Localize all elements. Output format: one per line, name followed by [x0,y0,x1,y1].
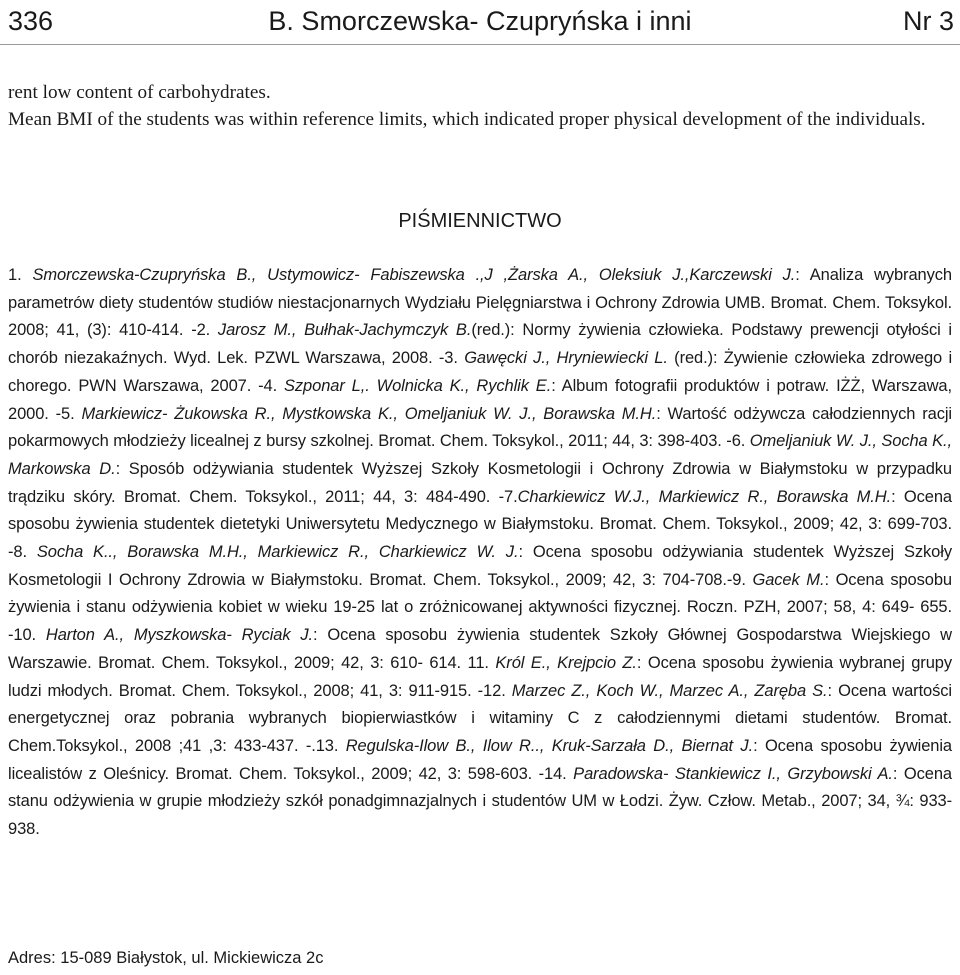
abstract-line: rent low content of carbohydrates. [8,82,271,103]
reference-text: 1. [8,266,33,284]
reference-authors: Paradowska- Stankiewicz I., Grzybowski A. [573,764,893,783]
reference-authors: Omeljaniuk W. J., Socha K., Markowska D. [8,432,953,478]
reference-text: : Ocena sposobu żywienia studentek Szkoły Głównej Gospodarstwa Wiejskiego w Warszawie. Bromat. Chem. Toksykol., 2009; 42, 3: 610- 614. 11. [8,626,952,672]
reference-text: (red.): Żywienie człowieka zdrowego i chorego. PWN Warszawa, 2007. -4. [8,349,953,395]
reference-authors: Gacek M. [752,570,825,589]
reference-text: : Ocena sposobu żywienia wybranej grupy ludzi młodych. Bromat. Chem. Toksykol., 2008; 41, 3: 911-915. -12. [8,653,952,700]
reference-authors: Marzec Z., Koch W., Marzec A., Zaręba S. [511,681,828,700]
reference-authors: Król E., Krejpcio Z. [495,653,637,672]
reference-text: (red.): Normy żywienia człowieka. Podstawy prewencji otyłości i chorób niezakaźnych. Wyd. Lek. PZWL Warszawa, 2008. -3. [8,321,953,368]
abstract-line: Mean BMI of the students was within reference limits, which indicated proper physical development of the individuals. [8,108,926,130]
reference-text: : Sposób odżywiania studentek Wyższej Szkoły Kosmetologii i Ochrony Zdrowia w Białymstoku w przypadku trądziku skóry. Bromat. Chem. Toksykol., 2011; 44, 3: 484-490. -7. [8,459,952,506]
reference-authors: Gawęcki J., Hryniewiecki L. [464,349,668,368]
running-title: B. Smorczewska- Czupryńska i inni [268,6,692,36]
reference-text: : Ocena sposobu żywienia i stanu odżywienia kobiet w wieku 19-25 lat o zróżnicowanej aktywności fizycznej. Roczn. PZH, 2007; 58, 4: 649- 655. -10. [8,570,953,645]
reference-authors: Socha K.., Borawska M.H., Markiewicz R., Charkiewicz W. J. [36,543,519,562]
reference-text: : Ocena wartości energetycznej oraz pobrania wybranych biopierwiastków i witaminy C z całodziennymi dietami studentów. Bromat. Chem.Toksykol., 2008 ;41 ,3: 433-437. -.13. [8,681,952,755]
reference-authors: Szponar L,. Wolnicka K., Rychlik E. [283,376,552,395]
reference-list [8,262,952,844]
abstract-summary [8,80,952,133]
reference-authors: Charkiewicz W.J., Markiewicz R., Borawska M.H. [517,487,892,506]
references-heading: PIŚMIENNICTWO [398,210,562,232]
reference-authors: Harton A., Myszkowska- Ryciak J. [45,626,314,645]
reference-text: : Ocena stanu odżywienia w grupie młodzieży szkół ponadgimnazjalnych i studentów UM w Łodzi. Żyw. Człow. Metab., 2007; 34, ¾: 933-938. [8,764,952,839]
reference-text: : Ocena sposobu żywienia studentek dietetyki Uniwersytetu Medycznego w Białymstoku. Bromat. Chem. Toksykol., 2009; 42, 3: 699-703. -8. [8,487,953,562]
reference-text: : Wartość odżywcza całodziennych racji pokarmowych młodzieży licealnej z bursy szkolnej. Bromat. Chem. Toksykol., 2011; 44, 3: 398-403. -6. [8,404,952,451]
reference-authors: Regulska-Ilow B., Ilow R.., Kruk-Sarzała D., Biernat J. [345,736,754,755]
reference-text: : Ocena sposobu żywienia licealistów z Oleśnicy. Bromat. Chem. Toksykol., 2009; 42, 3: 598-603. -14. [8,736,952,783]
running-head [0,0,960,45]
issue-number: Nr 3 [902,6,954,36]
reference-authors: Markiewicz- Żukowska R., Mystkowska K., Omeljaniuk W. J., Borawska M.H. [81,404,657,423]
reference-text: : Analiza wybranych parametrów diety studentów studiów niestacjonarnych Wydziału Pielęgniarstwa i Ochrony Zdrowia UMB. Bromat. Chem. Toksykol. 2008; 41, (3): 410-414. -2. [8,266,952,340]
reference-authors: Jarosz M., Bułhak-Jachymczyk B. [217,321,472,340]
reference-text: : Album fotografii produktów i potraw. IŻŻ, Warszawa, 2000. -5. [8,376,952,423]
correspondence-address: Adres: 15-089 Białystok, ul. Mickiewicza 2c [8,949,324,967]
page-number: 336 [8,6,54,36]
reference-text: : Ocena sposobu odżywiania studentek Wyższej Szkoły Kosmetologii I Ochrony Zdrowia w Białymstoku. Bromat. Chem. Toksykol., 2009; 42, 3: 704-708.-9. [8,543,952,589]
reference-authors: Smorczewska-Czupryńska B., Ustymowicz- Fabiszewska .,J ,Żarska A., Oleksiuk J.,Karczewski J. [32,266,796,284]
